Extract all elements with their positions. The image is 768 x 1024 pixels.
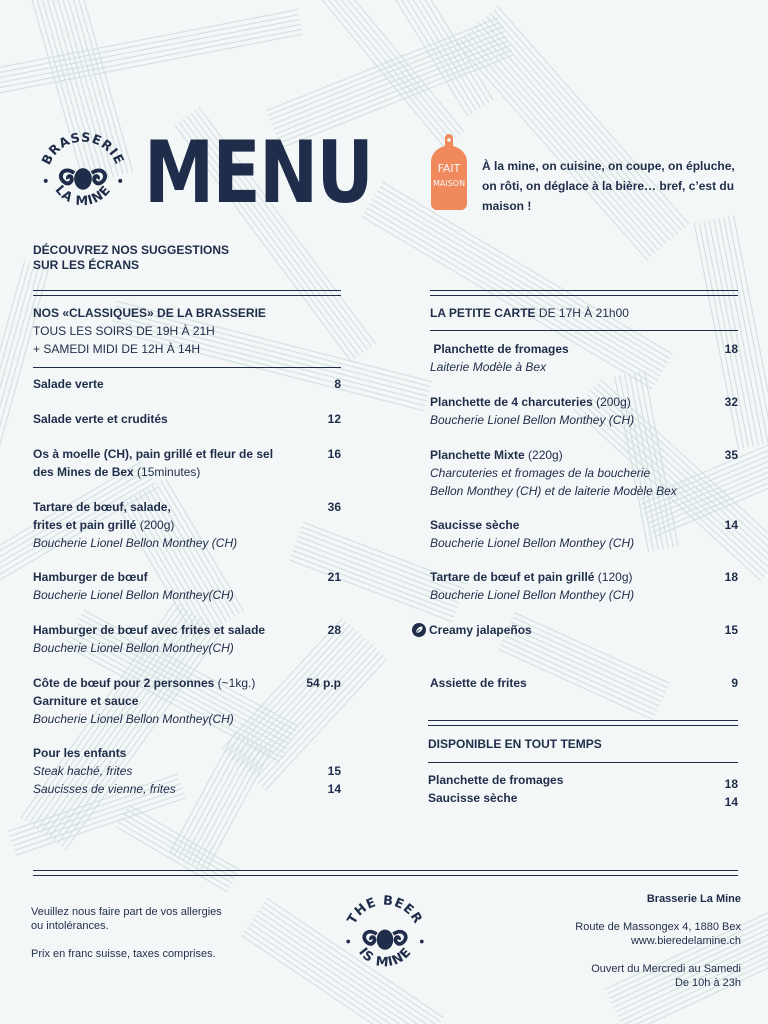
menu-item-price: 28 [327,623,341,637]
menu-item: Os à moelle (CH), pain grillé et fleur de sel des Mines de Bex (15minutes) [33,447,274,479]
menu-item-price: 18 [724,570,738,584]
menu-item-price: 9 [731,676,738,690]
website-link[interactable]: www.bieredelamine.ch [630,935,741,947]
divider [33,367,341,368]
divider [430,330,738,331]
svg-text:IS MINE: IS MINE [355,944,415,971]
discover-note: DÉCOUVREZ NOS SUGGESTIONS SUR LES ÉCRANS [33,243,230,272]
menu-item: Côte de bœuf pour 2 personnes (~1kg.) Garniture et sauce Boucherie Lionel Bellon Monthey(CH) [33,676,256,726]
menu-item: Salade verte et crudités [33,412,168,426]
fait-maison-badge-icon [427,132,471,212]
footer-divider [33,870,738,876]
menu-item-price: 54 p.p [306,676,341,690]
menu-item-price: 8 [334,377,341,391]
menu-item: Planchette Mixte (220g) Charcuteries et fromages de la boucherie Bellon Monthey (CH) et de laiterie Modèle Bex [430,448,677,498]
menu-item: Tartare de bœuf, salade, frites et pain grillé (200g) Boucherie Lionel Bellon Monthey (CH) [33,500,238,550]
menu-item-price: 32 [724,395,738,409]
kids-menu: Pour les enfants Steak haché, frites Saucisses de vienne, frites [33,746,176,796]
ram-head-icon [364,930,406,950]
section-hours: TOUS LES SOIRS DE 19H À 21H + SAMEDI MIDI DE 12H À 14H [33,324,215,356]
menu-item-price: 14 [327,782,341,796]
menu-item-price: 18 [724,777,738,791]
menu-item: Creamy jalapeños [412,621,712,639]
svg-text:THE BEER: THE BEER [344,893,426,927]
divider [428,762,738,763]
menu-item-price: 35 [724,448,738,462]
allergy-note: Veuillez nous faire part de vos allergies ou intolérances. Prix en franc suisse, taxes comprises. [31,906,222,960]
menu-item: Salade verte [33,377,104,391]
tagline: À la mine, on cuisine, on coupe, on épluche, on rôti, on déglace à la bière… bref, c’est du maison ! [482,159,735,213]
brasserie-la-mine-logo [34,126,132,224]
ram-head-icon [61,168,105,190]
divider [33,290,341,296]
section-title-tout-temps: DISPONIBLE EN TOUT TEMPS [428,737,602,751]
menu-item: Hamburger de bœuf avec frites et salade Boucherie Lionel Bellon Monthey(CH) [33,623,266,655]
menu-item-price: 15 [724,623,738,637]
section-title-petite-carte: LA PETITE CARTE DE 17H À 21h00 [430,306,629,320]
menu-item-price: 16 [327,447,341,461]
section-title-classiques: NOS «CLASSIQUES» DE LA BRASSERIE [33,306,266,320]
menu-item: Tartare de bœuf et pain grillé (120g) Boucherie Lionel Bellon Monthey (CH) [430,570,635,602]
menu-item-price: 15 [327,764,341,778]
svg-text:MAISON: MAISON [432,179,466,188]
menu-item-price: 14 [724,795,738,809]
the-beer-is-mine-logo [339,890,431,982]
menu-item: Hamburger de bœuf Boucherie Lionel Bellon Monthey(CH) [33,570,234,602]
menu-item: Planchette de 4 charcuteries (200g) Boucherie Lionel Bellon Monthey (CH) [430,395,635,427]
contact-info: Brasserie La Mine Route de Massongex 4, 1880 Bex www.bieredelamine.ch Ouvert du Mercredi au Samedi De 10h à 23h [501,892,741,990]
divider [430,290,738,296]
menu-item: Planchette de fromages Laiterie Modèle à Bex [430,342,569,374]
svg-text:LA MINE: LA MINE [51,182,115,210]
svg-text:BRASSERIE: BRASSERIE [39,130,127,168]
divider [428,720,738,726]
menu-item-price: 12 [327,412,341,426]
menu-item-price: 36 [327,500,341,514]
svg-text:FAIT: FAIT [437,162,461,175]
menu-item-price: 14 [724,518,738,532]
menu-item: Saucisse sèche Boucherie Lionel Bellon Monthey (CH) [430,518,635,550]
menu-item-price: 21 [327,570,341,584]
menu-item: Planchette de fromages Saucisse sèche [428,773,564,805]
page-title: MENU [144,123,373,223]
menu-item-price: 18 [724,342,738,356]
menu-item: Assiette de frites [430,676,527,690]
vegetarian-leaf-icon [412,623,426,637]
